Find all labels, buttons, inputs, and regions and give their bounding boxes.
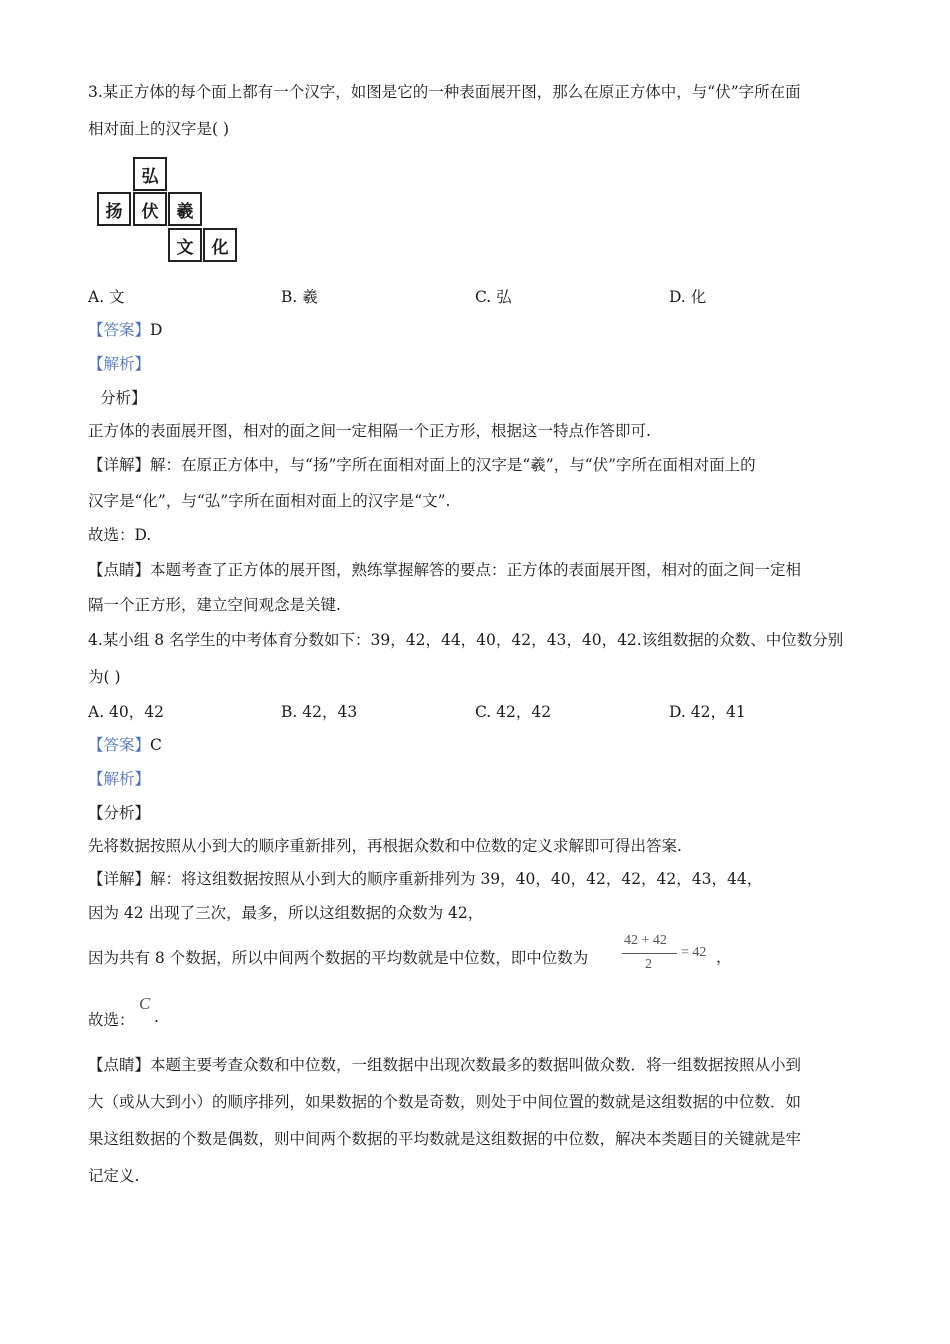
q4-detail-line3: 因为共有 8 个数据，所以中间两个数据的平均数就是中位数，即中位数为 — [88, 949, 589, 967]
q3-answer-tag: 【答案】 — [88, 321, 151, 339]
net-cell-bottom-b: 化 — [203, 228, 237, 262]
q4-choose-suffix: . — [154, 1008, 159, 1026]
q3-option-b: B. 羲 — [281, 288, 318, 306]
q3-option-a: A. 文 — [88, 288, 125, 306]
fraction-tail: ， — [716, 948, 732, 966]
net-cell-top: 弘 — [133, 157, 167, 191]
fraction-result: = 42 — [681, 945, 707, 960]
fraction-bar — [622, 953, 677, 954]
q4-choose-variable: C — [139, 994, 151, 1013]
q4-point-line1 — [88, 1053, 801, 1075]
net-cell-mid: 伏 — [133, 192, 167, 226]
q3-answer-line — [88, 318, 162, 340]
q4-point-text1: 本题主要考查众数和中位数，一组数据中出现次数最多的数据叫做众数．将一组数据按照从小到 — [150, 1056, 802, 1074]
net-cell-left: 扬 — [97, 192, 131, 226]
q4-answer-line — [88, 733, 162, 755]
q4-answer-value: C — [150, 736, 162, 754]
q3-point-line1 — [88, 558, 801, 580]
q3-detail-tag: 【详解】 — [88, 456, 151, 474]
q4-detail-tag: 【详解】 — [88, 870, 151, 888]
q4-detail-line2: 因为 42 出现了三次，最多，所以这组数据的众数为 42， — [88, 904, 484, 922]
q4-choose — [88, 1008, 135, 1030]
q4-option-b: B. 42，43 — [281, 703, 358, 721]
q4-stem-line2: 为( ) — [88, 668, 121, 686]
q4-detail-text1: 解：将这组数据按照从小到大的顺序重新排列为 39，40，40，42，42，42，43，44， — [150, 870, 763, 888]
q3-point-text1: 本题考查了正方体的展开图，熟练掌握解答的要点：正方体的表面展开图，相对的面之间一定相 — [150, 561, 802, 579]
q4-option-c: C. 42，42 — [475, 703, 552, 721]
net-cell-bottom-a: 文 — [168, 228, 202, 262]
q3-answer-value: D — [150, 321, 163, 339]
q3-stem-line2: 相对面上的汉字是( ) — [88, 120, 230, 138]
fraction-numerator: 42 + 42 — [624, 933, 667, 948]
q4-point-tag: 【点睛】 — [88, 1056, 151, 1074]
q3-detail-line1 — [88, 453, 756, 475]
q4-option-a: A. 40，42 — [88, 703, 164, 721]
q3-point-line2: 隔一个正方形，建立空间观念是关键. — [88, 596, 341, 614]
q3-point-tag: 【点睛】 — [88, 561, 151, 579]
q3-detail-line2: 汉字是“化”，与“弘”字所在面相对面上的汉字是“文”. — [88, 492, 451, 510]
q4-point-line4: 记定义. — [88, 1167, 140, 1185]
q4-answer-tag: 【答案】 — [88, 736, 151, 754]
q3-stem-line1: 3.某正方体的每个面上都有一个汉字，如图是它的一种表面展开图，那么在原正方体中，与“伏”字所在面 — [88, 83, 801, 101]
q3-option-d: D. 化 — [669, 288, 707, 306]
q4-detail-line1 — [88, 867, 762, 889]
q3-fenxi-tag: 分析】 — [100, 389, 147, 407]
q3-option-c: C. 弘 — [475, 288, 512, 306]
net-cell-right: 羲 — [168, 192, 202, 226]
q3-detail-text1: 解：在原正方体中，与“扬”字所在面相对面上的汉字是“羲”，与“伏”字所在面相对面上的 — [150, 456, 756, 474]
q4-choose-prefix: 故选： — [88, 1011, 135, 1029]
q4-point-line3: 果这组数据的个数是偶数，则中间两个数据的平均数就是这组数据的中位数，解决本类题目的关键就是牢 — [88, 1130, 802, 1148]
q4-fenxi-tag: 【分析】 — [88, 804, 151, 822]
q4-stem-line1: 4.某小组 8 名学生的中考体育分数如下：39，42，44，40，42，43，40，42.该组数据的众数、中位数分别 — [88, 631, 844, 649]
fraction-denominator: 2 — [645, 957, 652, 972]
q3-choose: 故选：D. — [88, 526, 152, 544]
q4-fenxi-text: 先将数据按照从小到大的顺序重新排列，再根据众数和中位数的定义求解即可得出答案. — [88, 837, 682, 855]
q4-point-line2: 大（或从大到小）的顺序排列，如果数据的个数是奇数，则处于中间位置的数就是这组数据的中位数．如 — [88, 1093, 802, 1111]
q3-analysis-tag: 【解析】 — [88, 355, 151, 373]
q4-analysis-tag: 【解析】 — [88, 770, 151, 788]
q4-option-d: D. 42，41 — [669, 703, 746, 721]
q3-fenxi-text: 正方体的表面展开图，相对的面之间一定相隔一个正方形，根据这一特点作答即可. — [88, 422, 651, 440]
